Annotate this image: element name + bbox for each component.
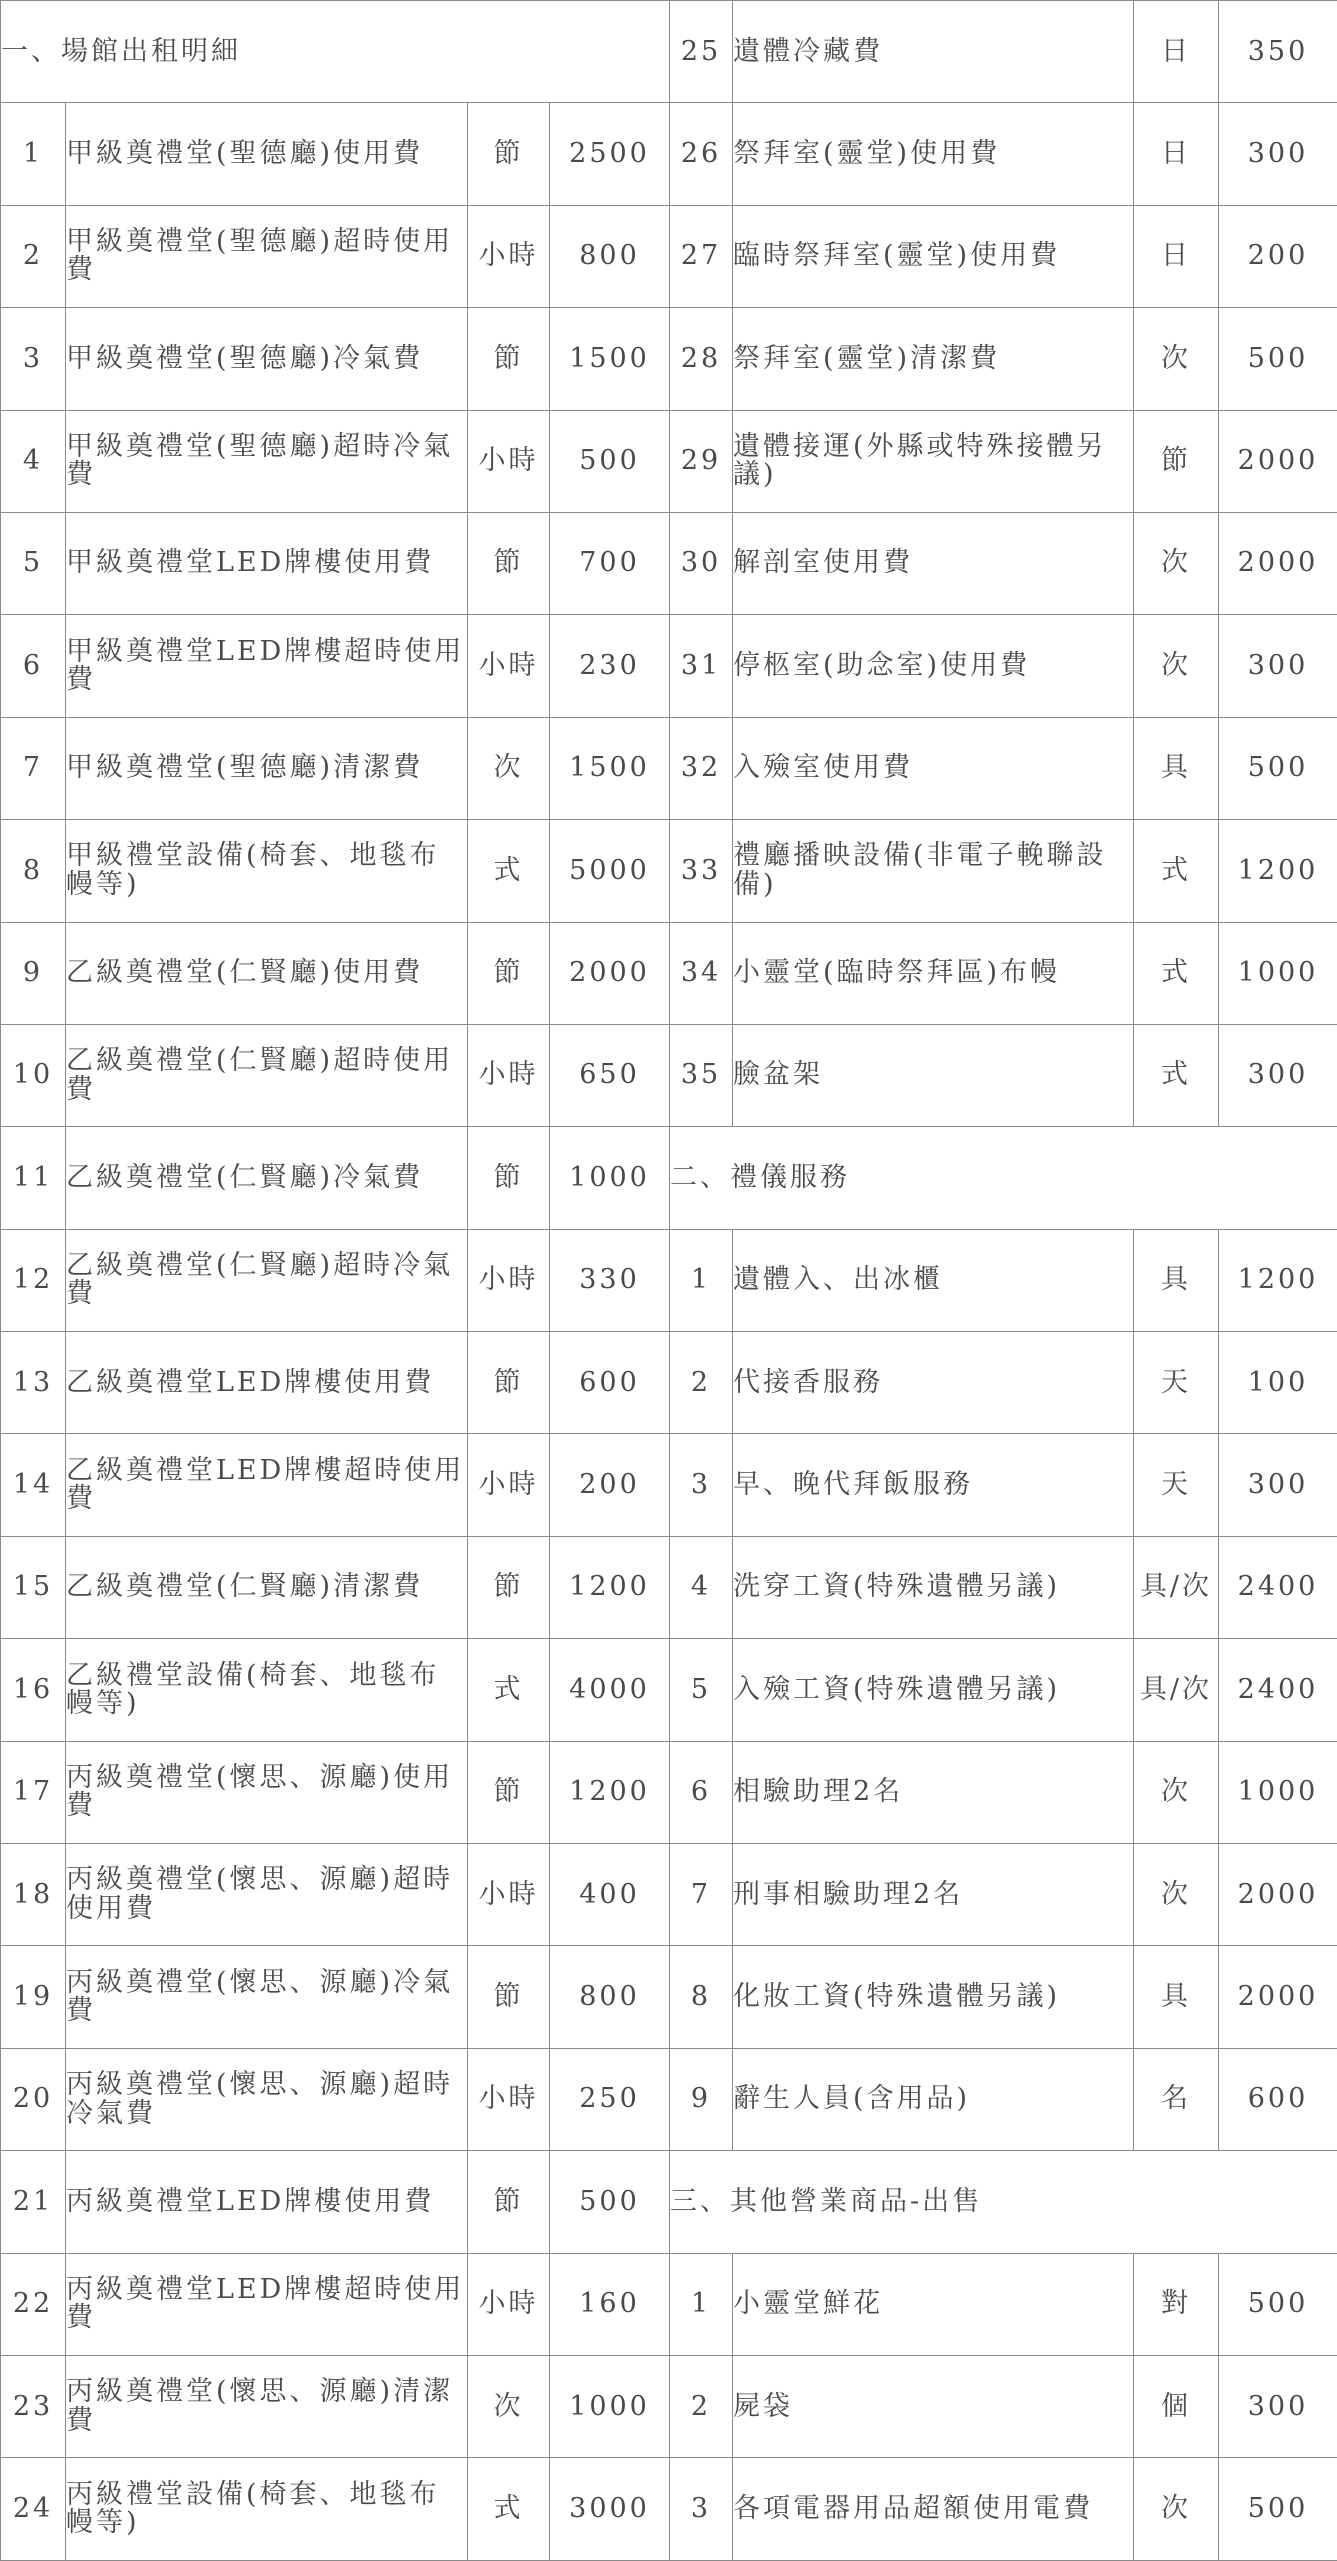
table-row — [1, 1639, 1337, 1741]
item-number: 18 — [1, 1844, 66, 1946]
table-row — [1, 1536, 1337, 1638]
item-name: 解剖室使用費 — [733, 512, 1134, 614]
item-unit: 節 — [1134, 410, 1219, 512]
table-row — [1, 103, 1337, 205]
item-name: 甲級奠禮堂(聖德廳)使用費 — [66, 103, 468, 205]
item-price: 1000 — [1219, 922, 1337, 1024]
item-name: 甲級奠禮堂(聖德廳)超時使用費 — [66, 205, 468, 307]
item-price: 1000 — [550, 2355, 670, 2457]
item-name: 乙級奠禮堂(仁賢廳)冷氣費 — [66, 1127, 468, 1229]
item-number: 23 — [1, 2355, 66, 2457]
item-unit: 具 — [1134, 1946, 1219, 2048]
table-row — [1, 1946, 1337, 2048]
item-name: 甲級奠禮堂(聖德廳)冷氣費 — [66, 308, 468, 410]
item-unit: 個 — [1134, 2355, 1219, 2457]
item-name: 乙級奠禮堂(仁賢廳)超時冷氣費 — [66, 1229, 468, 1331]
item-price: 2400 — [1219, 1536, 1337, 1638]
item-price: 230 — [550, 615, 670, 717]
item-number: 1 — [670, 1229, 733, 1331]
item-price: 800 — [550, 205, 670, 307]
item-unit: 次 — [1134, 308, 1219, 410]
item-name: 丙級奠禮堂LED牌樓使用費 — [66, 2151, 468, 2253]
section-title: 一、場館出租明細 — [1, 1, 670, 103]
item-name: 丙級奠禮堂(懷思、源廳)超時冷氣費 — [66, 2048, 468, 2150]
item-number: 32 — [670, 717, 733, 819]
item-name: 甲級禮堂設備(椅套、地毯布幔等) — [66, 820, 468, 922]
item-number: 5 — [1, 512, 66, 614]
item-name: 臉盆架 — [733, 1024, 1134, 1126]
item-unit: 次 — [1134, 1741, 1219, 1843]
item-number: 4 — [1, 410, 66, 512]
item-price: 1000 — [550, 1127, 670, 1229]
item-unit: 名 — [1134, 2048, 1219, 2150]
item-number: 25 — [670, 1, 733, 103]
item-number: 31 — [670, 615, 733, 717]
item-price: 2000 — [550, 922, 670, 1024]
item-name: 辭生人員(含用品) — [733, 2048, 1134, 2150]
item-unit: 小時 — [468, 1024, 550, 1126]
item-name: 刑事相驗助理2名 — [733, 1844, 1134, 1946]
item-number: 3 — [1, 308, 66, 410]
table-row — [1, 1434, 1337, 1536]
table-row — [1, 308, 1337, 410]
item-number: 4 — [670, 1536, 733, 1638]
item-unit: 小時 — [468, 2253, 550, 2355]
item-name: 化妝工資(特殊遺體另議) — [733, 1946, 1134, 2048]
item-number: 3 — [670, 2458, 733, 2560]
item-number: 10 — [1, 1024, 66, 1126]
table-row — [1, 717, 1337, 819]
table-row — [1, 1, 1337, 103]
item-unit: 日 — [1134, 205, 1219, 307]
item-name: 遺體接運(外縣或特殊接體另議) — [733, 410, 1134, 512]
item-unit: 式 — [1134, 1024, 1219, 1126]
item-name: 各項電器用品超額使用電費 — [733, 2458, 1134, 2560]
item-name: 遺體冷藏費 — [733, 1, 1134, 103]
item-name: 入殮室使用費 — [733, 717, 1134, 819]
item-name: 乙級奠禮堂(仁賢廳)使用費 — [66, 922, 468, 1024]
item-unit: 式 — [1134, 922, 1219, 1024]
item-number: 6 — [1, 615, 66, 717]
item-number: 9 — [670, 2048, 733, 2150]
item-unit: 節 — [468, 1332, 550, 1434]
item-number: 14 — [1, 1434, 66, 1536]
item-name: 乙級奠禮堂LED牌樓使用費 — [66, 1332, 468, 1434]
item-name: 乙級禮堂設備(椅套、地毯布幔等) — [66, 1639, 468, 1741]
item-number: 8 — [1, 820, 66, 922]
item-unit: 式 — [1134, 820, 1219, 922]
item-unit: 式 — [468, 2458, 550, 2560]
item-name: 丙級奠禮堂(懷思、源廳)冷氣費 — [66, 1946, 468, 2048]
item-unit: 日 — [1134, 103, 1219, 205]
item-unit: 次 — [1134, 1844, 1219, 1946]
table-row — [1, 1332, 1337, 1434]
item-number: 21 — [1, 2151, 66, 2253]
item-unit: 次 — [468, 2355, 550, 2457]
item-name: 甲級奠禮堂LED牌樓使用費 — [66, 512, 468, 614]
item-unit: 小時 — [468, 1844, 550, 1946]
table-row — [1, 1844, 1337, 1946]
item-number: 5 — [670, 1639, 733, 1741]
item-price: 500 — [1219, 717, 1337, 819]
item-price: 300 — [1219, 615, 1337, 717]
item-price: 500 — [1219, 2458, 1337, 2560]
item-number: 3 — [670, 1434, 733, 1536]
fee-table-body — [1, 1, 1337, 2561]
item-price: 300 — [1219, 103, 1337, 205]
item-unit: 次 — [468, 717, 550, 819]
item-unit: 節 — [468, 308, 550, 410]
item-name: 乙級奠禮堂(仁賢廳)超時使用費 — [66, 1024, 468, 1126]
item-unit: 次 — [1134, 2458, 1219, 2560]
item-unit: 日 — [1134, 1, 1219, 103]
item-price: 500 — [550, 410, 670, 512]
item-name: 相驗助理2名 — [733, 1741, 1134, 1843]
item-price: 500 — [1219, 2253, 1337, 2355]
item-name: 停柩室(助念室)使用費 — [733, 615, 1134, 717]
item-price: 4000 — [550, 1639, 670, 1741]
item-number: 19 — [1, 1946, 66, 2048]
item-name: 甲級奠禮堂LED牌樓超時使用費 — [66, 615, 468, 717]
table-row — [1, 922, 1337, 1024]
item-number: 12 — [1, 1229, 66, 1331]
item-number: 2 — [1, 205, 66, 307]
item-price: 500 — [550, 2151, 670, 2253]
item-number: 8 — [670, 1946, 733, 2048]
item-name: 丙級奠禮堂(懷思、源廳)清潔費 — [66, 2355, 468, 2457]
item-number: 15 — [1, 1536, 66, 1638]
item-number: 33 — [670, 820, 733, 922]
item-name: 小靈堂鮮花 — [733, 2253, 1134, 2355]
item-number: 7 — [670, 1844, 733, 1946]
item-price: 1200 — [550, 1536, 670, 1638]
item-price: 2400 — [1219, 1639, 1337, 1741]
item-price: 600 — [550, 1332, 670, 1434]
item-unit: 具/次 — [1134, 1639, 1219, 1741]
item-name: 臨時祭拜室(靈堂)使用費 — [733, 205, 1134, 307]
table-row — [1, 205, 1337, 307]
item-price: 2500 — [550, 103, 670, 205]
item-price: 2000 — [1219, 512, 1337, 614]
item-price: 1200 — [550, 1741, 670, 1843]
item-name: 丙級奠禮堂LED牌樓超時使用費 — [66, 2253, 468, 2355]
item-number: 29 — [670, 410, 733, 512]
item-unit: 具/次 — [1134, 1536, 1219, 1638]
item-price: 500 — [1219, 308, 1337, 410]
item-name: 丙級禮堂設備(椅套、地毯布幔等) — [66, 2458, 468, 2560]
item-unit: 小時 — [468, 205, 550, 307]
item-price: 160 — [550, 2253, 670, 2355]
table-row — [1, 512, 1337, 614]
item-unit: 式 — [468, 820, 550, 922]
item-unit: 節 — [468, 2151, 550, 2253]
table-row — [1, 1741, 1337, 1843]
item-price: 1000 — [1219, 1741, 1337, 1843]
item-unit: 次 — [1134, 615, 1219, 717]
item-name: 乙級奠禮堂(仁賢廳)清潔費 — [66, 1536, 468, 1638]
item-number: 27 — [670, 205, 733, 307]
item-number: 7 — [1, 717, 66, 819]
item-unit: 具 — [1134, 1229, 1219, 1331]
item-name: 代接香服務 — [733, 1332, 1134, 1434]
item-unit: 天 — [1134, 1434, 1219, 1536]
table-row — [1, 2458, 1337, 2560]
item-number: 16 — [1, 1639, 66, 1741]
section-title: 三、其他營業商品-出售 — [670, 2151, 1337, 2253]
item-number: 6 — [670, 1741, 733, 1843]
item-price: 200 — [550, 1434, 670, 1536]
item-name: 丙級奠禮堂(懷思、源廳)超時使用費 — [66, 1844, 468, 1946]
item-unit: 小時 — [468, 615, 550, 717]
item-name: 乙級奠禮堂LED牌樓超時使用費 — [66, 1434, 468, 1536]
item-price: 1200 — [1219, 820, 1337, 922]
item-number: 1 — [670, 2253, 733, 2355]
item-price: 2000 — [1219, 1844, 1337, 1946]
item-name: 小靈堂(臨時祭拜區)布幔 — [733, 922, 1134, 1024]
item-number: 28 — [670, 308, 733, 410]
item-price: 800 — [550, 1946, 670, 2048]
table-row — [1, 615, 1337, 717]
item-number: 26 — [670, 103, 733, 205]
item-unit: 節 — [468, 1946, 550, 2048]
item-price: 1200 — [1219, 1229, 1337, 1331]
item-name: 甲級奠禮堂(聖德廳)超時冷氣費 — [66, 410, 468, 512]
table-row — [1, 1127, 1337, 1229]
table-row — [1, 2048, 1337, 2150]
item-price: 100 — [1219, 1332, 1337, 1434]
item-unit: 次 — [1134, 512, 1219, 614]
item-price: 5000 — [550, 820, 670, 922]
item-number: 13 — [1, 1332, 66, 1434]
item-unit: 節 — [468, 1127, 550, 1229]
item-price: 300 — [1219, 1024, 1337, 1126]
item-name: 遺體入、出冰櫃 — [733, 1229, 1134, 1331]
item-number: 22 — [1, 2253, 66, 2355]
item-price: 3000 — [550, 2458, 670, 2560]
table-row — [1, 2151, 1337, 2253]
table-row — [1, 1229, 1337, 1331]
item-unit: 節 — [468, 103, 550, 205]
item-price: 700 — [550, 512, 670, 614]
item-unit: 小時 — [468, 2048, 550, 2150]
item-price: 300 — [1219, 2355, 1337, 2457]
item-price: 330 — [550, 1229, 670, 1331]
item-price: 400 — [550, 1844, 670, 1946]
item-price: 300 — [1219, 1434, 1337, 1536]
item-unit: 小時 — [468, 1434, 550, 1536]
item-name: 入殮工資(特殊遺體另議) — [733, 1639, 1134, 1741]
table-row — [1, 2355, 1337, 2457]
table-row — [1, 820, 1337, 922]
item-name: 丙級奠禮堂(懷思、源廳)使用費 — [66, 1741, 468, 1843]
item-name: 早、晚代拜飯服務 — [733, 1434, 1134, 1536]
item-unit: 小時 — [468, 1229, 550, 1331]
item-price: 1500 — [550, 717, 670, 819]
item-number: 35 — [670, 1024, 733, 1126]
item-price: 200 — [1219, 205, 1337, 307]
item-name: 甲級奠禮堂(聖德廳)清潔費 — [66, 717, 468, 819]
item-unit: 節 — [468, 1536, 550, 1638]
table-row — [1, 1024, 1337, 1126]
section-title: 二、禮儀服務 — [670, 1127, 1337, 1229]
item-unit: 式 — [468, 1639, 550, 1741]
item-unit: 節 — [468, 922, 550, 1024]
item-number: 30 — [670, 512, 733, 614]
item-unit: 節 — [468, 512, 550, 614]
item-price: 350 — [1219, 1, 1337, 103]
item-number: 24 — [1, 2458, 66, 2560]
item-price: 600 — [1219, 2048, 1337, 2150]
table-row — [1, 410, 1337, 512]
table-row — [1, 2253, 1337, 2355]
item-number: 17 — [1, 1741, 66, 1843]
item-name: 祭拜室(靈堂)使用費 — [733, 103, 1134, 205]
item-number: 11 — [1, 1127, 66, 1229]
item-number: 34 — [670, 922, 733, 1024]
item-price: 1500 — [550, 308, 670, 410]
item-number: 1 — [1, 103, 66, 205]
item-name: 屍袋 — [733, 2355, 1134, 2457]
item-price: 2000 — [1219, 1946, 1337, 2048]
item-unit: 對 — [1134, 2253, 1219, 2355]
item-unit: 具 — [1134, 717, 1219, 819]
item-number: 9 — [1, 922, 66, 1024]
item-number: 2 — [670, 1332, 733, 1434]
item-price: 250 — [550, 2048, 670, 2150]
item-unit: 天 — [1134, 1332, 1219, 1434]
item-name: 禮廳播映設備(非電子輓聯設備) — [733, 820, 1134, 922]
item-name: 祭拜室(靈堂)清潔費 — [733, 308, 1134, 410]
item-unit: 小時 — [468, 410, 550, 512]
item-number: 2 — [670, 2355, 733, 2457]
item-unit: 節 — [468, 1741, 550, 1843]
item-name: 洗穿工資(特殊遺體另議) — [733, 1536, 1134, 1638]
item-number: 20 — [1, 2048, 66, 2150]
item-price: 2000 — [1219, 410, 1337, 512]
item-price: 650 — [550, 1024, 670, 1126]
